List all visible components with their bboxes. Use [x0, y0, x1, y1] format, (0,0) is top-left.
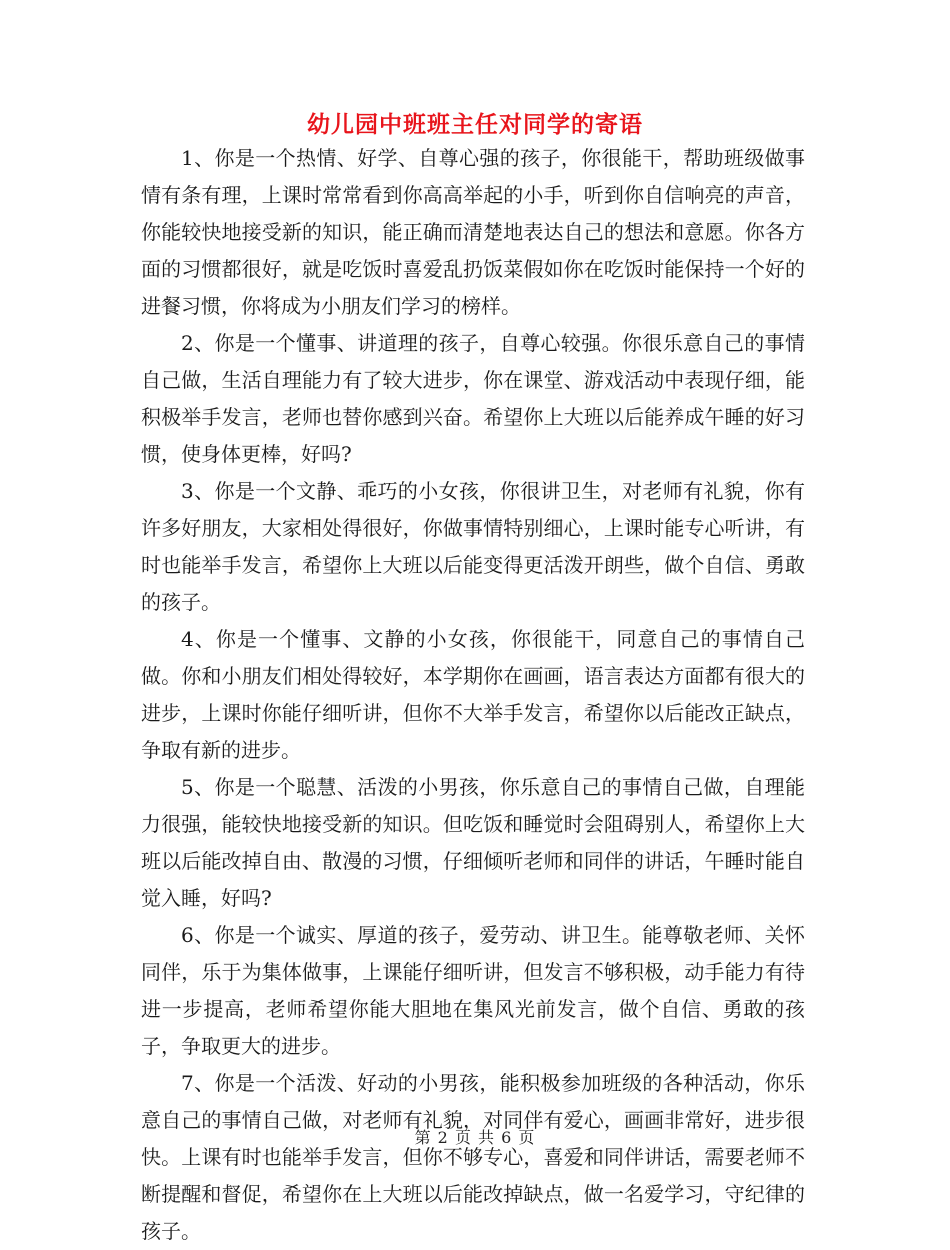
- paragraph-1: 1、你是一个热情、好学、自尊心强的孩子，你很能干，帮助班级做事情有条有理，上课时常常看到你高高举起的小手，听到你自信响亮的声音，你能较快地接受新的知识，能正确而清楚地表达自己的想法和意愿。你各方面的习惯都很好，就是吃饭时喜爱乱扔饭菜假如你在吃饭时能保持一个好的进餐习惯，你将成为小朋友们学习的榜样。: [141, 146, 805, 318]
- paragraph-7: 7、你是一个活泼、好动的小男孩，能积极参加班级的各种活动，你乐意自己的事情自己做，对老师有礼貌，对同伴有爱心，画画非常好，进步很快。上课有时也能举手发言，但你不够专心，喜爱和同伴讲话，需要老师不断提醒和督促，希望你在上大班以后能改掉缺点，做一名爱学习，守纪律的孩子。: [141, 1071, 805, 1243]
- paragraph-6: 6、你是一个诚实、厚道的孩子，爱劳动、讲卫生。能尊敬老师、关怀同伴，乐于为集体做事，上课能仔细听讲，但发言不够积极，动手能力有待进一步提高，老师希望你能大胆地在集风光前发言，做个自信、勇敢的孩子，争取更大的进步。: [141, 923, 805, 1058]
- document-body: [141, 140, 805, 1250]
- document-title: 幼儿园中班班主任对同学的寄语: [307, 111, 643, 138]
- paragraph-5: 5、你是一个聪慧、活泼的小男孩，你乐意自己的事情自己做，自理能力很强，能较快地接受新的知识。但吃饭和睡觉时会阻碍别人，希望你上大班以后能改掉自由、散漫的习惯，仔细倾听老师和同伴的讲话，午睡时能自觉入睡，好吗?: [141, 775, 805, 910]
- paragraph-4: 4、你是一个懂事、文静的小女孩，你很能干，同意自己的事情自己做。你和小朋友们相处得较好，本学期你在画画，语言表达方面都有很大的进步，上课时你能仔细听讲，但你不大举手发言，希望你以后能改正缺点，争取有新的进步。: [141, 627, 805, 762]
- paragraph-3: 3、你是一个文静、乖巧的小女孩，你很讲卫生，对老师有礼貌，你有许多好朋友，大家相处得很好，你做事情特别细心，上课时能专心听讲，有时也能举手发言，希望你上大班以后能变得更活泼开朗些，做个自信、勇敢的孩子。: [141, 479, 805, 614]
- page-number-footer: 第 2 页 共 6 页: [414, 1128, 536, 1147]
- paragraph-2: 2、你是一个懂事、讲道理的孩子，自尊心较强。你很乐意自己的事情自己做，生活自理能力有了较大进步，你在课堂、游戏活动中表现仔细，能积极举手发言，老师也替你感到兴奋。希望你上大班以后能养成午睡的好习惯，使身体更棒，好吗?: [141, 331, 805, 466]
